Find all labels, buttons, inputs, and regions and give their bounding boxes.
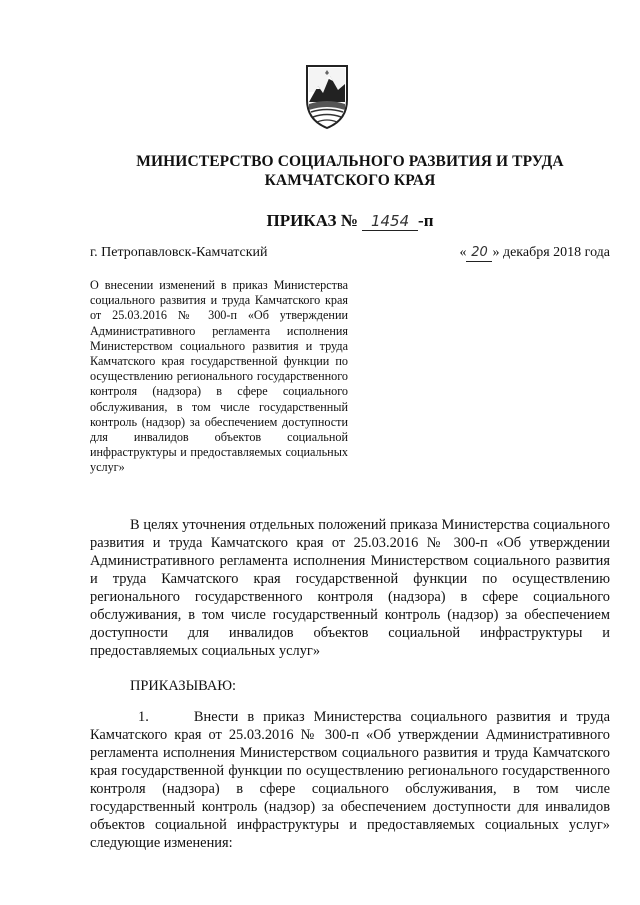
order-title-prefix: ПРИКАЗ № <box>266 211 358 230</box>
preamble-paragraph: В целях уточнения отдельных положений приказа Министерства социального развития и труда Камчатского края от 25.03.2016 № 300-п «Об утверждении Административного регламента исполнения Министерством социального развития и труда Камчатского края государственной функции по осуществлению регионального государственного контроля (надзора) в сфере социального обслуживания, в том числе государственный контроль (надзор) за обеспечением доступности для инвалидов объектов социальной инфраструктуры и предоставляемых социальных услуг» <box>90 517 610 659</box>
date-open-quote: « <box>459 245 467 260</box>
item-1-number: 1. <box>138 709 149 725</box>
order-directive-word: ПРИКАЗЫВАЮ: <box>130 678 237 694</box>
kamchatka-coat-of-arms-icon <box>303 62 351 130</box>
order-number: 1454 <box>362 212 418 231</box>
date-rest: » декабря 2018 года <box>492 245 610 260</box>
order-title-suffix: -п <box>418 211 434 230</box>
city-label: г. Петропавловск-Камчатский <box>90 245 268 260</box>
item-1-text: Внести в приказ Министерства социального развития и труда Камчатского края от 25.03.2016 № 300-п «Об утверждении Административного регламента исполнения Министерством социального развития и труда Камчатского края государственной функции по осуществлению регионального государственного контроля (надзора) в сфере социального обслуживания, в том числе государственный контроль (надзор) за обеспечением доступности для инвалидов объектов социальной инфраструктуры и предоставляемых социальных услуг» следующие изменения: <box>90 709 610 851</box>
item-1-paragraph <box>90 708 610 852</box>
order-date <box>459 244 610 262</box>
ministry-name-line1: МИНИСТЕРСТВО СОЦИАЛЬНОГО РАЗВИТИЯ И ТРУДА <box>136 153 564 170</box>
order-subject: О внесении изменений в приказ Министерства социального развития и труда Камчатского края от 25.03.2016 № 300-п «Об утверждении Административного регламента исполнения Министерством социального развития и труда Камчатского края государственной функции по осуществлению регионального государственного контроля (надзора) в сфере социального обслуживания, в том числе государственный контроль (надзор) за обеспечением доступности для инвалидов объектов социальной инфраструктуры и предоставляемых социальных услуг» <box>90 278 348 475</box>
ministry-name-line2: КАМЧАТСКОГО КРАЯ <box>264 172 436 189</box>
date-day: 20 <box>466 245 492 262</box>
order-title <box>0 210 640 232</box>
